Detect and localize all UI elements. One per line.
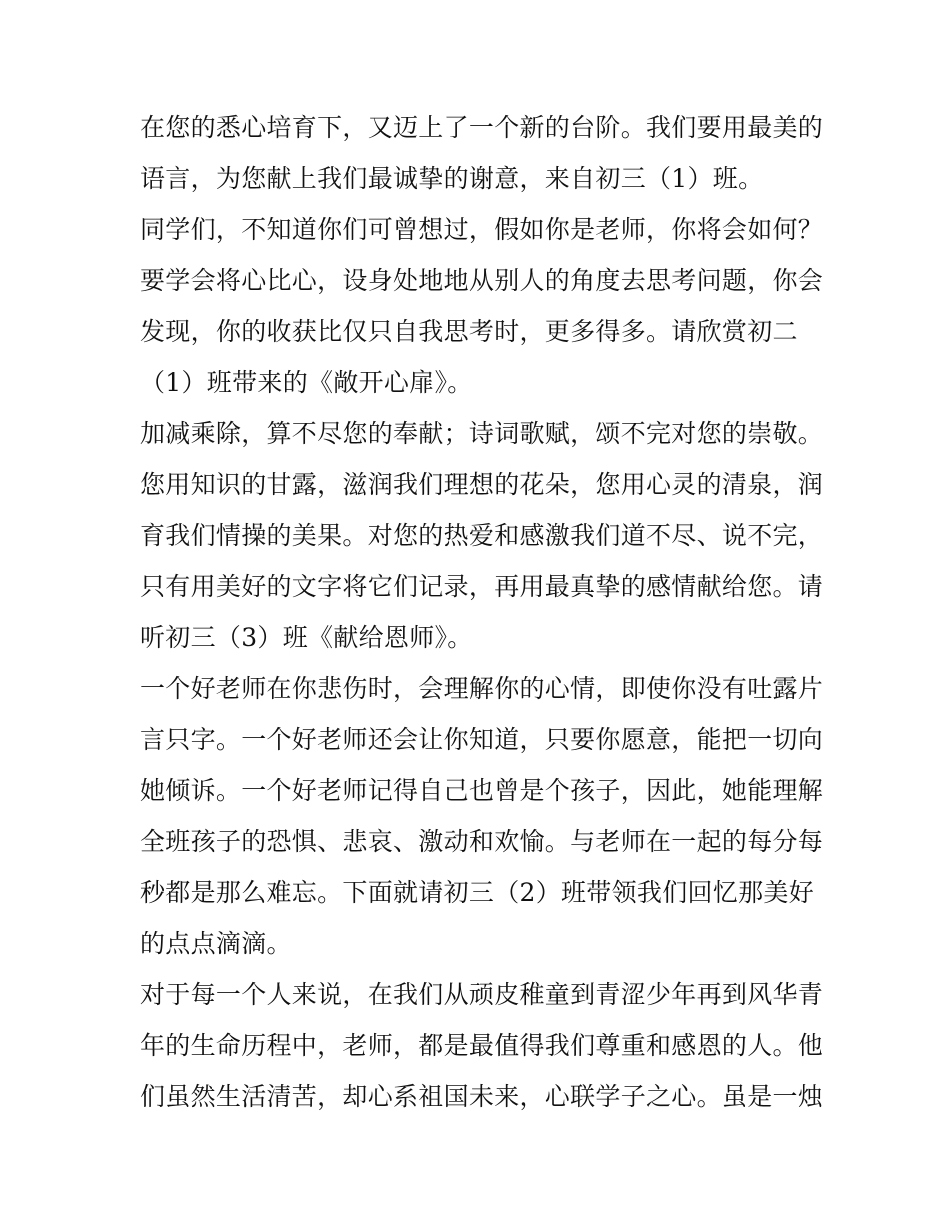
text-line: 她倾诉。一个好老师记得自己也曾是个孩子，因此，她能理解 — [140, 776, 824, 805]
text-line: 发现，你的收获比仅只自我思考时，更多得多。请欣赏初二 — [140, 317, 798, 346]
text-line: 们虽然生活清苦，却心系祖国未来，心联学子之心。虽是一烛 — [140, 1082, 824, 1111]
text-line: 听初三（3）班《献给恩师》。 — [140, 623, 473, 652]
text-line: 全班孩子的恐惧、悲哀、激动和欢愉。与老师在一起的每分每 — [140, 827, 824, 856]
text-line: 育我们情操的美果。对您的热爱和感激我们道不尽、说不完， — [140, 521, 824, 550]
text-line: 您用知识的甘露，滋润我们理想的花朵，您用心灵的清泉，润 — [140, 470, 824, 499]
body-text — [140, 109, 824, 1129]
text-line: 一个好老师在你悲伤时，会理解你的心情，即使你没有吐露片 — [140, 674, 824, 703]
text-line: 只有用美好的文字将它们记录，再用最真挚的感情献给您。请 — [140, 572, 824, 601]
text-line: 秒都是那么难忘。下面就请初三（2）班带领我们回忆那美好 — [140, 878, 815, 907]
text-line: 对于每一个人来说，在我们从顽皮稚童到青涩少年再到风华青 — [140, 980, 824, 1009]
text-line: 的点点滴滴。 — [140, 929, 292, 958]
text-line: 在您的悉心培育下，又迈上了一个新的台阶。我们要用最美的 — [140, 113, 824, 142]
text-line: 要学会将心比心，设身处地地从别人的角度去思考问题，你会 — [140, 266, 824, 295]
text-line: 年的生命历程中，老师，都是最值得我们尊重和感恩的人。他 — [140, 1031, 824, 1060]
text-line: （1）班带来的《敞开心扉》。 — [140, 368, 473, 397]
text-line: 加减乘除，算不尽您的奉献；诗词歌赋，颂不完对您的崇敬。 — [140, 419, 824, 448]
text-line: 同学们，不知道你们可曾想过，假如你是老师，你将会如何？ — [140, 215, 824, 244]
text-line: 语言，为您献上我们最诚挚的谢意，来自初三（1）班。 — [140, 164, 764, 193]
text-line: 言只字。一个好老师还会让你知道，只要你愿意，能把一切向 — [140, 725, 824, 754]
